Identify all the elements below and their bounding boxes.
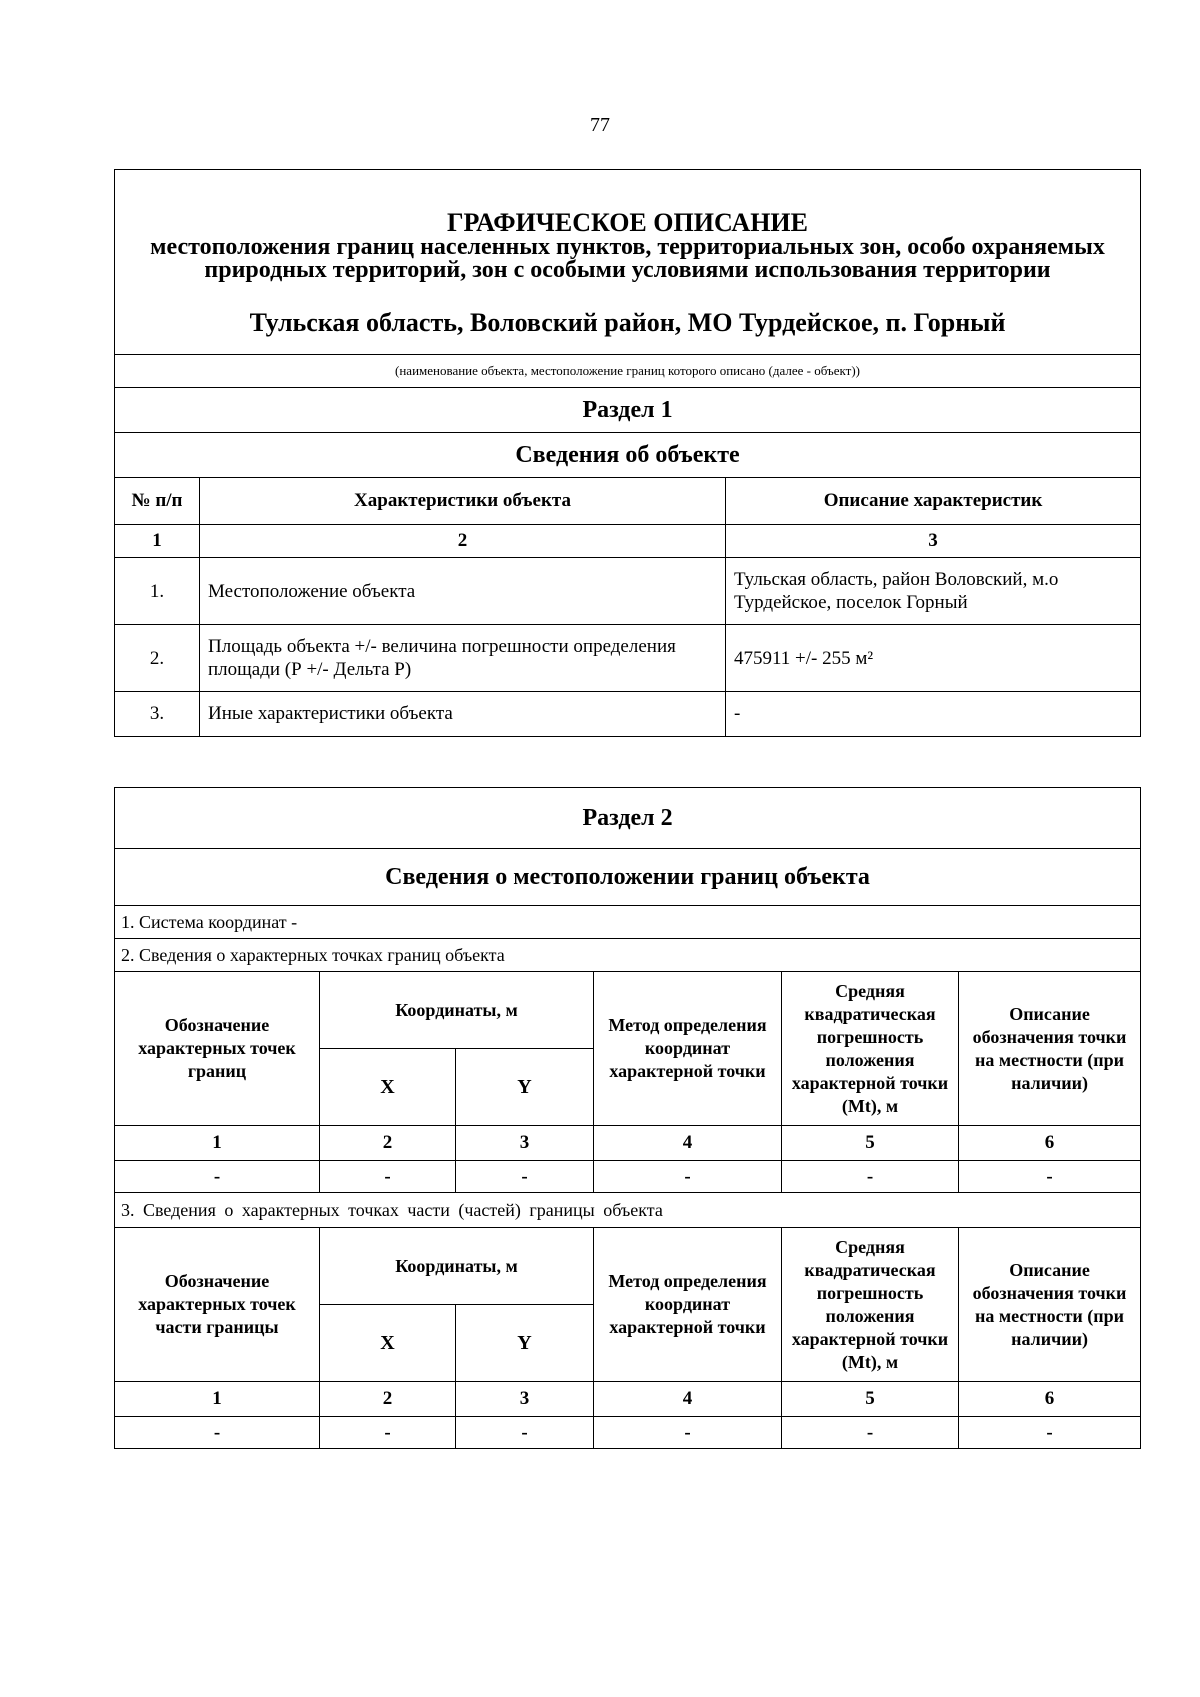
table-cell: -: [959, 1161, 1141, 1193]
column-number: 2: [320, 1126, 456, 1161]
table-row: [115, 558, 1141, 625]
col-coords: Координаты, м: [320, 972, 594, 1049]
table-cell: -: [782, 1417, 959, 1449]
column-number: 3: [456, 1382, 594, 1417]
row-characteristic: Иные характеристики объекта: [200, 692, 726, 737]
column-number: 2: [320, 1382, 456, 1417]
column-number: 1: [115, 1382, 320, 1417]
table-cell: -: [594, 1417, 782, 1449]
col-point-label: Обозначение характерных точек части границы: [115, 1228, 320, 1382]
column-header: № п/п: [115, 478, 200, 525]
section1-table: [114, 169, 1141, 737]
table-cell: -: [115, 1161, 320, 1193]
column-number: 6: [959, 1126, 1141, 1161]
section1-title: Сведения об объекте: [115, 433, 1141, 478]
col-point-label: Обозначение характерных точек границ: [115, 972, 320, 1126]
table-cell: -: [456, 1417, 594, 1449]
col-error: Средняя квадратическая погрешность положения характерной точки (Мt), м: [782, 972, 959, 1126]
col-y: Y: [456, 1049, 594, 1126]
column-number: 3: [726, 525, 1141, 558]
column-header: Характеристики объекта: [200, 478, 726, 525]
table-cell: -: [320, 1417, 456, 1449]
object-caption: (наименование объекта, местоположение границ которого описано (далее - объект)): [115, 355, 1141, 388]
row-description: Тульская область, район Воловский, м.о Турдейское, поселок Горный: [726, 558, 1141, 625]
points-heading: 2. Сведения о характерных точках границ объекта: [115, 939, 1141, 972]
col-x: X: [320, 1305, 456, 1382]
row-description: -: [726, 692, 1141, 737]
column-number: 6: [959, 1382, 1141, 1417]
column-number: 5: [782, 1126, 959, 1161]
col-description: Описание обозначения точки на местности (при наличии): [959, 972, 1141, 1126]
table-row: [115, 625, 1141, 692]
col-x: X: [320, 1049, 456, 1126]
document-title: ГРАФИЧЕСКОЕ ОПИСАНИЕ: [447, 208, 808, 237]
page-number: 77: [590, 114, 610, 136]
column-number: 4: [594, 1126, 782, 1161]
col-error: Средняя квадратическая погрешность положения характерной точки (Мt), м: [782, 1228, 959, 1382]
column-header: Описание характеристик: [726, 478, 1141, 525]
table-cell: -: [782, 1161, 959, 1193]
row-characteristic: Местоположение объекта: [200, 558, 726, 625]
table-cell: -: [320, 1161, 456, 1193]
col-method: Метод определения координат характерной точки: [594, 1228, 782, 1382]
col-coords: Координаты, м: [320, 1228, 594, 1305]
table-row: [115, 1161, 1141, 1193]
section2-label: Раздел 2: [115, 788, 1141, 849]
col-y: Y: [456, 1305, 594, 1382]
column-number: 5: [782, 1382, 959, 1417]
section1-label: Раздел 1: [115, 388, 1141, 433]
row-description: 475911 +/- 255 м²: [726, 625, 1141, 692]
column-number: 3: [456, 1126, 594, 1161]
parts-heading: 3. Сведения о характерных точках части (частей) границы объекта: [115, 1193, 1141, 1228]
row-characteristic: Площадь объекта +/- величина погрешности определения площади (Р +/- Дельта Р): [200, 625, 726, 692]
table-row: [115, 1417, 1141, 1449]
row-number: 2.: [115, 625, 200, 692]
document-header: [115, 170, 1141, 355]
document-subtitle: местоположения границ населенных пунктов, территориальных зон, особо охраняемых природных территорий, зон с особыми условиями использования территории: [150, 234, 1105, 283]
section2-title: Сведения о местоположении границ объекта: [115, 849, 1141, 906]
column-number: 1: [115, 525, 200, 558]
coord-system: 1. Система координат -: [115, 906, 1141, 939]
col-description: Описание обозначения точки на местности (при наличии): [959, 1228, 1141, 1382]
table-cell: -: [959, 1417, 1141, 1449]
row-number: 1.: [115, 558, 200, 625]
column-number: 1: [115, 1126, 320, 1161]
column-number: 2: [200, 525, 726, 558]
table-cell: -: [594, 1161, 782, 1193]
section2-table: [114, 787, 1141, 1449]
col-method: Метод определения координат характерной точки: [594, 972, 782, 1126]
row-number: 3.: [115, 692, 200, 737]
table-cell: -: [456, 1161, 594, 1193]
object-name: Тульская область, Воловский район, МО Турдейское, п. Горный: [249, 308, 1006, 337]
column-number: 4: [594, 1382, 782, 1417]
table-row: [115, 692, 1141, 737]
table-cell: -: [115, 1417, 320, 1449]
